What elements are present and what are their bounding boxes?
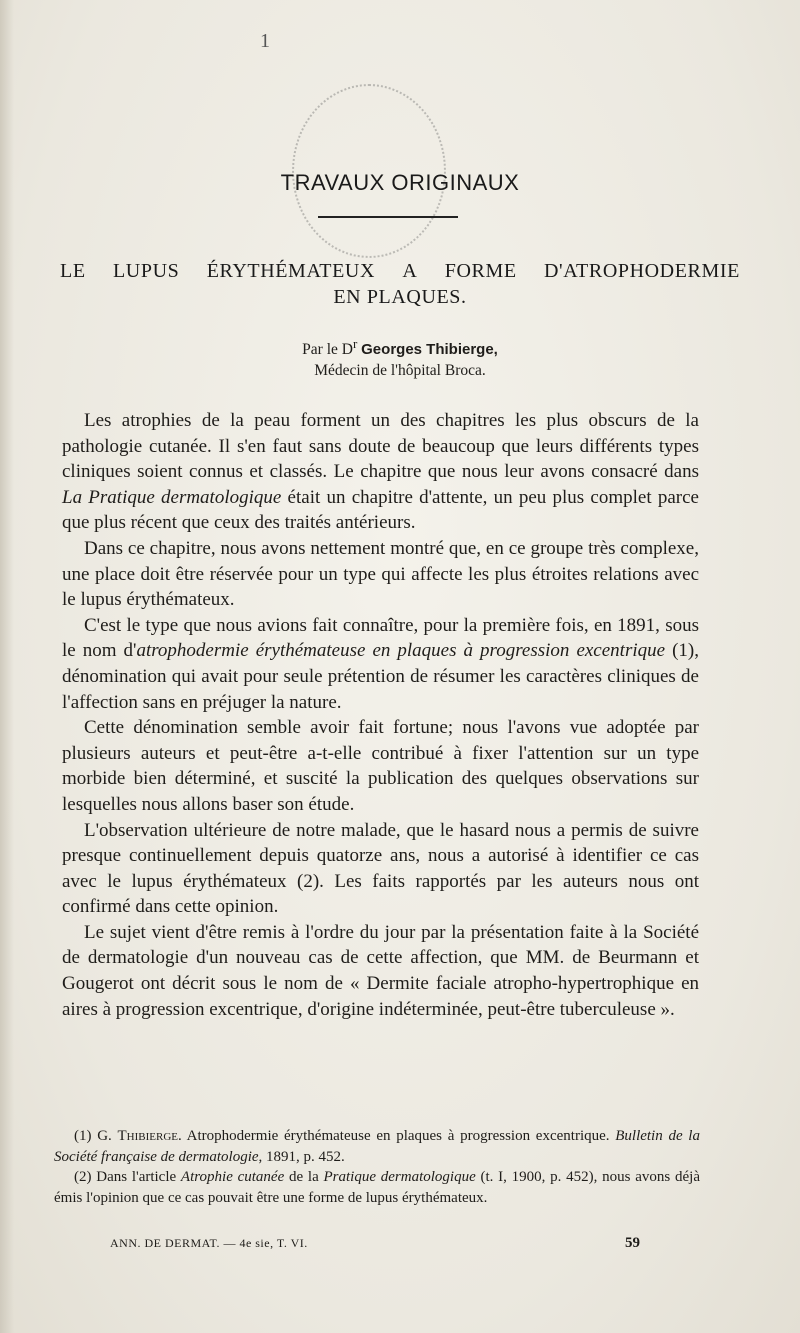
title-word: ÉRYTHÉMATEUX bbox=[206, 260, 375, 282]
italic-term: atrophodermie érythémateuse en plaques à progression excentrique bbox=[136, 640, 666, 662]
paragraph: Dans ce chapitre, nous avons nettement montré que, en ce groupe très complexe, une place doit être réservée pour un type qui affecte les plus étroites relations avec le lupus érythémateux. bbox=[62, 537, 699, 611]
page-marker: 1 bbox=[260, 30, 270, 52]
section-title: TRAVAUX ORIGINAUX bbox=[280, 170, 520, 195]
footnotes bbox=[54, 1126, 700, 1208]
title-rule bbox=[318, 216, 458, 218]
article-title bbox=[60, 258, 740, 310]
page-edge-shadow bbox=[0, 0, 14, 1333]
title-word: LUPUS bbox=[112, 260, 180, 282]
byline-sup: r bbox=[352, 336, 358, 351]
title-word: A bbox=[402, 260, 418, 282]
italic-title: La Pratique dermatologique bbox=[62, 486, 282, 508]
article-title-line2: EN PLAQUES. bbox=[333, 286, 467, 308]
paragraph: Le sujet vient d'être remis à l'ordre du jour par la présentation faite à la Société de dermatologie d'un nouveau cas de cette affection, que MM. de Beurmann et Gougerot ont décrit sous le nom de « Dermite faciale atropho-hypertrophique en aires à progression excentrique, d'origine indéterminée, peut-être tuberculeuse ». bbox=[62, 921, 699, 1020]
author-line bbox=[0, 333, 800, 360]
byline-prefix: Par le D bbox=[302, 341, 353, 359]
paragraph: Les atrophies de la peau forment un des chapitres les plus obscurs de la pathologie cutanée. Il s'en faut sans doute de beaucoup que leurs différents types cliniques soient connus et classés. Le chapitre que nous leur avons consacré dans La Pratique dermatologique était un chapitre d'attente, un peu plus complet parce que plus récent que ceux des traités antérieurs. bbox=[62, 410, 699, 534]
title-word: D'ATROPHODERMIE bbox=[543, 260, 740, 282]
author-name: Georges Thibierge, bbox=[361, 341, 498, 359]
footnote-1: (1) G. Thibierge. Atrophodermie érythémateuse en plaques à progression excentrique. Bulletin de la Société française de dermatologie, 1891, p. 452. bbox=[54, 1128, 700, 1165]
title-word: FORME bbox=[444, 260, 517, 282]
author-affiliation: Médecin de l'hôpital Broca. bbox=[314, 362, 486, 380]
journal-reference: ANN. DE DERMAT. — 4e sie, T. VI. bbox=[110, 1236, 308, 1250]
article-title-line1 bbox=[60, 258, 740, 284]
page-number: 59 bbox=[625, 1235, 640, 1251]
paragraph: L'observation ultérieure de notre malade, que le hasard nous a permis de suivre presque continuellement depuis quatorze ans, nous a autorisé à identifier ce cas avec le lupus érythémateux (2). Les faits rapportés par les auteurs nous ont confirmé dans cette opinion. bbox=[62, 819, 699, 918]
page-footer bbox=[110, 1235, 640, 1252]
byline bbox=[0, 333, 800, 381]
title-word: LE bbox=[60, 260, 86, 282]
article-body bbox=[62, 408, 699, 1022]
paragraph: Cette dénomination semble avoir fait fortune; nous l'avons vue adoptée par plusieurs auteurs et peut-être a-t-elle contribué à fixer l'attention sur un type morbide bien déterminé, et suscité la publication des quelques observations sur lesquelles nous allons baser son étude. bbox=[62, 717, 699, 815]
footnote-2: (2) Dans l'article Atrophie cutanée de la Pratique dermatologique (t. I, 1900, p. 452), nous avons déjà émis l'opinion que ce cas pouvait être une forme de lupus érythémateux. bbox=[54, 1169, 700, 1206]
paragraph: C'est le type que nous avions fait connaître, pour la première fois, en 1891, sous le nom d'atrophodermie érythémateuse en plaques à progression excentrique (1), dénomination qui avait pour seule prétention de résumer les caractères cliniques de l'affection sans en préjuger la nature. bbox=[62, 614, 699, 713]
